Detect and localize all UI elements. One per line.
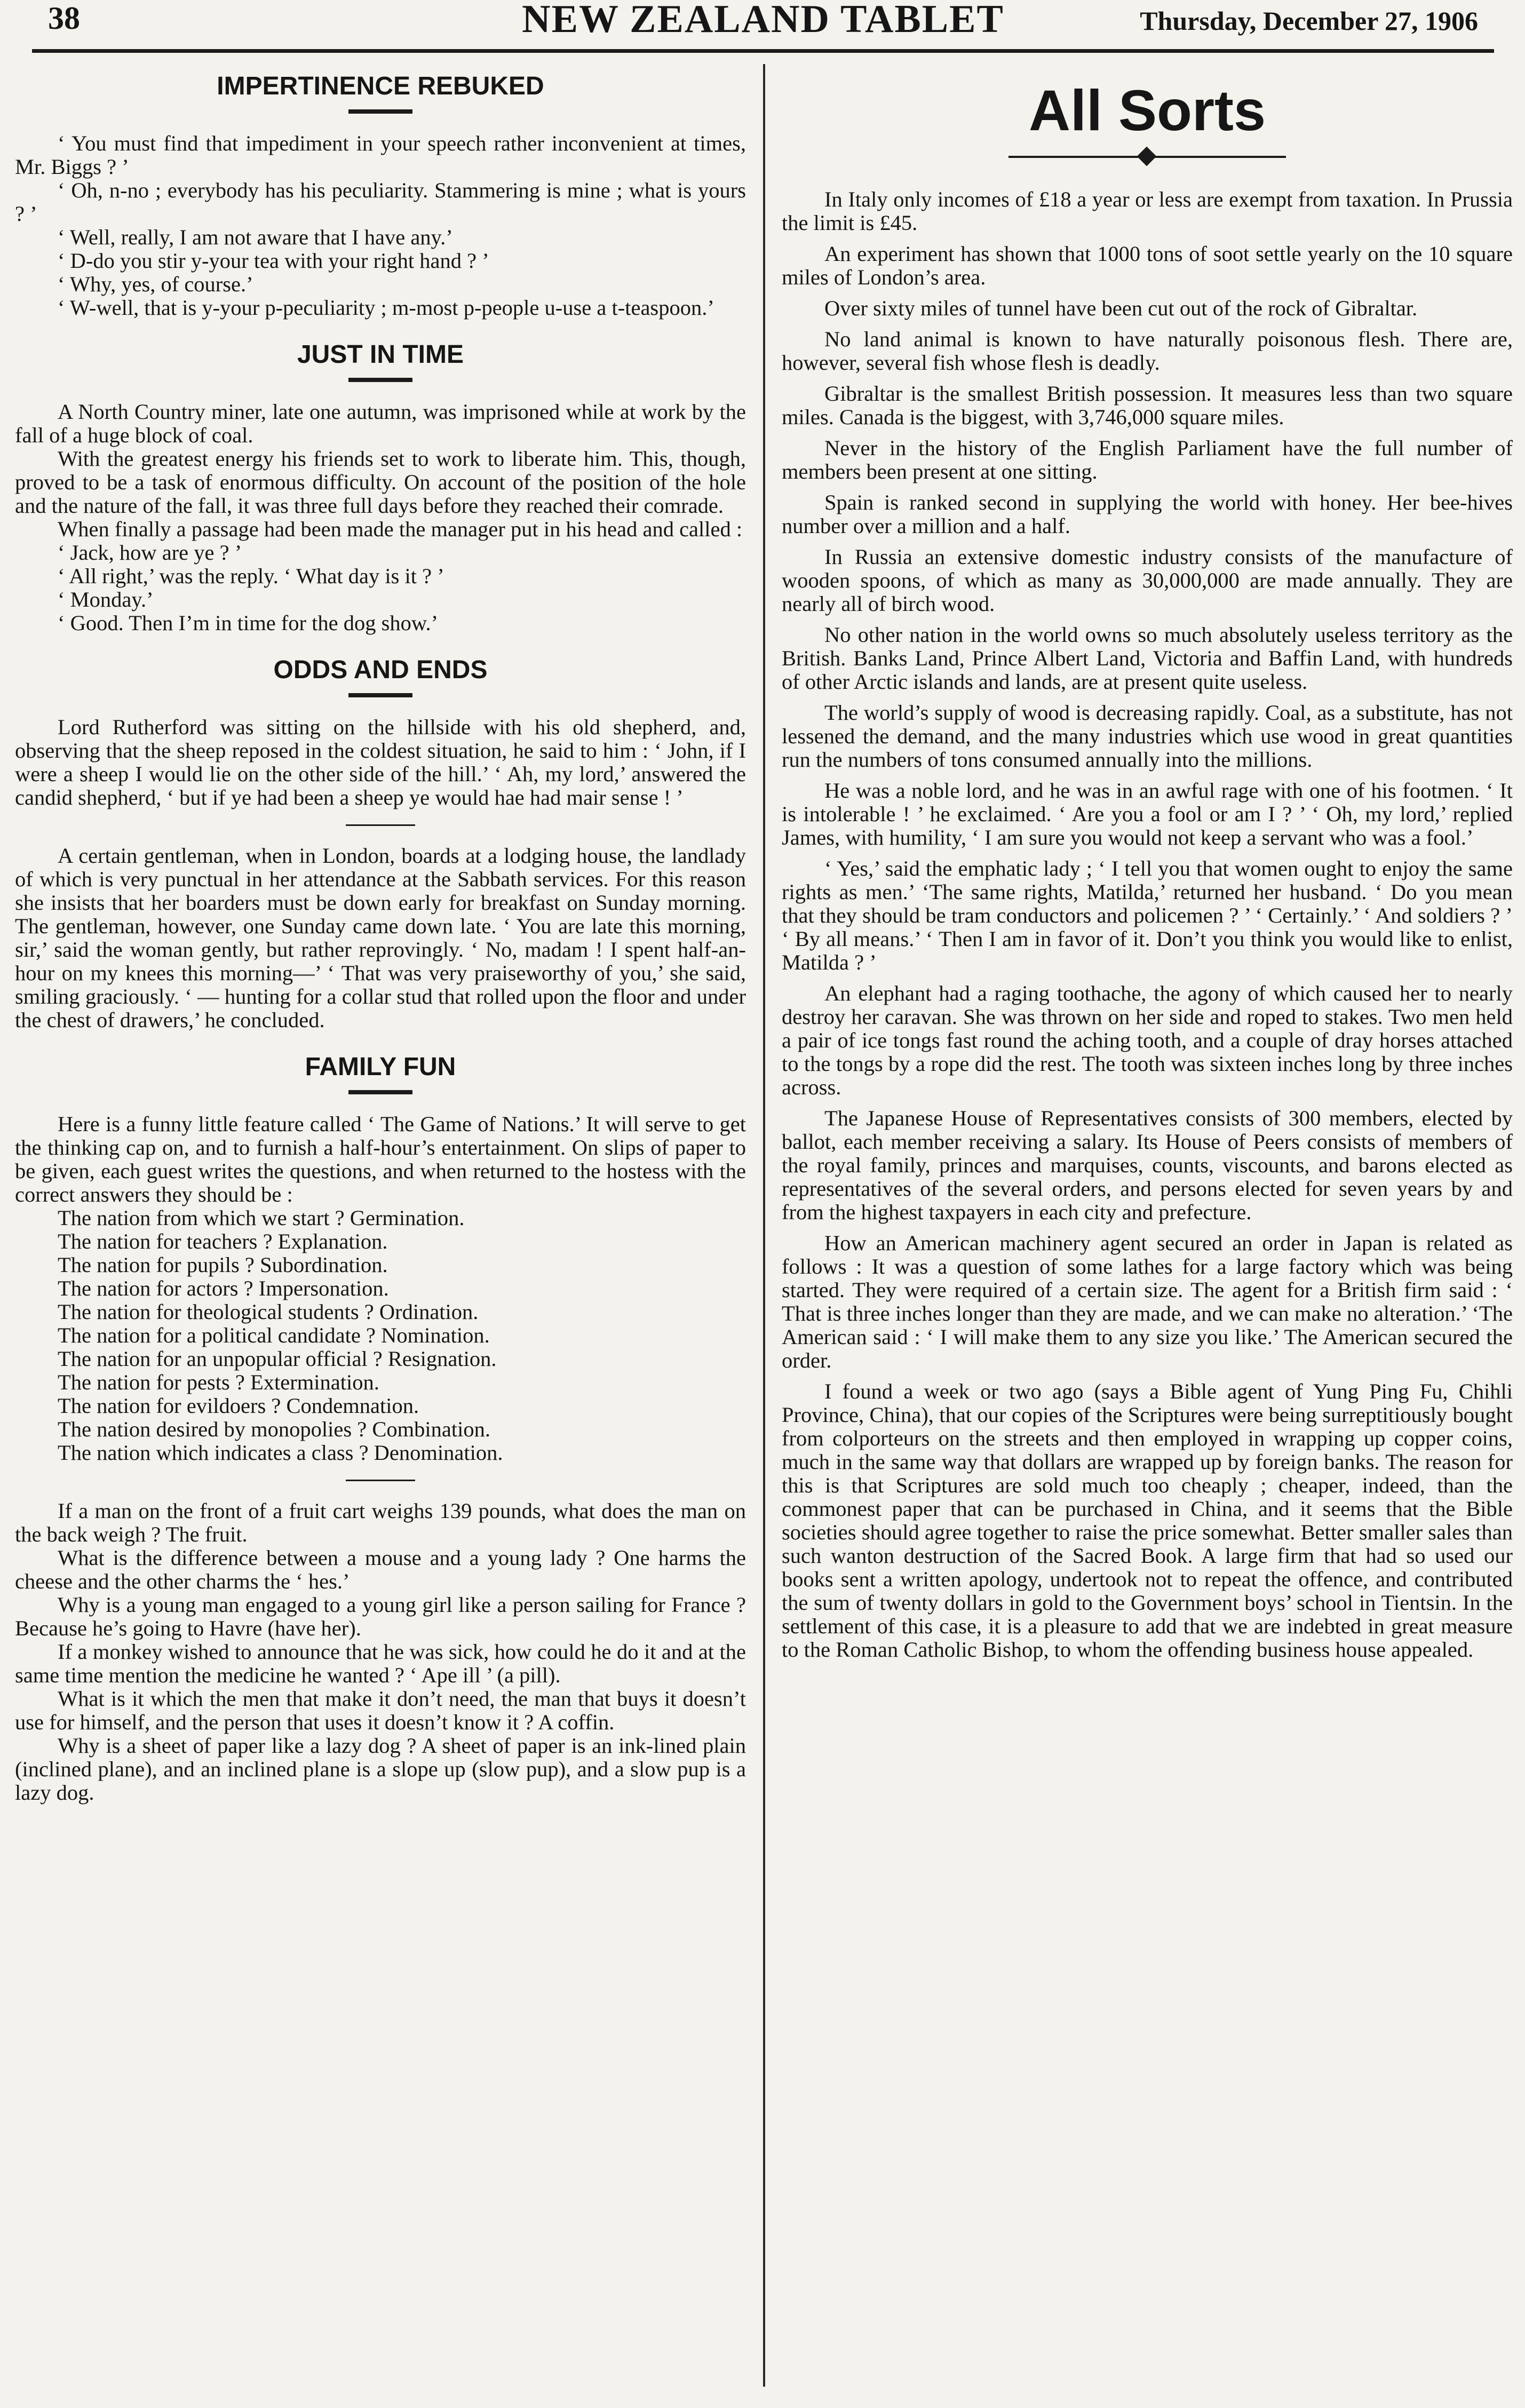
paragraph: Gibraltar is the smallest British possession. It measures less than two square miles. Canada is the biggest, with 3,746,000 square miles. (782, 382, 1513, 429)
separator-rule (346, 1480, 415, 1481)
paragraph: A North Country miner, late one autumn, was imprisoned while at work by the fall of a huge block of coal. (15, 400, 746, 447)
paragraph: ‘ All right,’ was the reply. ‘ What day is it ? ’ (58, 564, 444, 588)
section-just-in-time (15, 340, 746, 635)
paragraph: The Japanese House of Representatives consists of 300 members, elected by ballot, each member receiving a salary. Its House of Peers consists of members of the royal family, princes and marquises, counts, viscounts, and barons elected as representatives of the several orders, and persons elected for seven years by and from the highest taxpayers in each city and prefecture. (782, 1106, 1513, 1224)
paragraph: No other nation in the world owns so much absolutely useless territory as the British. Banks Land, Prince Albert Land, Victoria and Baffin Land, with hundreds of other Arctic islands and lands, are at present quite useless. (782, 623, 1513, 694)
nation-list (15, 1206, 746, 1465)
section-heading: ODDS AND ENDS (273, 656, 488, 684)
paragraph: ‘ Yes,’ said the emphatic lady ; ‘ I tell you that women ought to enjoy the same rights as men.’ ‘The same rights, Matilda,’ returned her husband. ‘ Do you mean that they should be tram conductors and policemen ? ’ ‘ Certainly.’ ‘ And soldiers ? ’ ‘ By all means.’ ‘ Then I am in favor of it. Don’t you think you would like to enlist, Matilda ? ’ (782, 856, 1513, 974)
paragraph: An elephant had a raging toothache, the agony of which caused her to nearly destroy her caravan. She was thrown on her side and roped to stakes. Two men held a pair of ice tongs fast round the aching tooth, and a couple of dray horses attached to the tongs by a rope did the rest. The tooth was sixteen inches long by three inches across. (782, 981, 1513, 1099)
paragraph: When finally a passage had been made the manager put in his head and called : (58, 517, 743, 541)
paragraph: ‘ Good. Then I’m in time for the dog show.’ (58, 611, 439, 635)
paragraph: Here is a funny little feature called ‘ The Game of Nations.’ It will serve to get the thinking cap on, and to furnish a half-hour’s entertainment. On slips of paper to be given, each guest writes the questions, and when returned to the hostess with the correct answers they should be : (15, 1112, 746, 1206)
paragraph: ‘ Monday.’ (58, 587, 154, 611)
paragraph: If a monkey wished to announce that he was sick, how could he do it and at the same time mention the medicine he wanted ? ‘ Ape ill ’ (a pill). (15, 1640, 746, 1687)
paragraph: The world’s supply of wood is decreasing rapidly. Coal, as a substitute, has not lessened the demand, and the many industries which use wood in great quantities run the numbers of tons consumed annually into the millions. (782, 701, 1513, 772)
section-odds-and-ends (15, 655, 746, 1032)
paragraph: What is the difference between a mouse and a young lady ? One harms the cheese and the other charms the ‘ hes.’ (15, 1546, 746, 1593)
list-item: The nation for a political candidate ? Nomination. (58, 1323, 490, 1347)
paragraph: ‘ W-well, that is y-your p-peculiarity ; m-most p-people u-use a t-teaspoon.’ (58, 296, 714, 320)
paragraph: In Italy only incomes of £18 a year or less are exempt from taxation. In Prussia the limit is £45. (782, 187, 1513, 235)
newspaper-title: NEW ZEALAND TABLET (522, 0, 1004, 41)
section-heading: JUST IN TIME (297, 340, 464, 369)
separator-rule (346, 824, 415, 826)
paragraph: In Russia an extensive domestic industry consists of the manufacture of wooden spoons, of which as many as 30,000,000 are made annually. They are nearly all of birch wood. (782, 545, 1513, 616)
paragraph: A certain gentleman, when in London, boards at a lodging house, the landlady of which is very punctual in her attendance at the Sabbath services. For this reason she insists that her boarders must be down early for breakfast on Sunday morning. The gentleman, however, one Sunday came down late. ‘ You are late this morning, sir,’ said the woman gently, but rather reprovingly. ‘ No, madam ! I spent half-an-hour on my knees this morning—’ ‘ That was very praiseworthy of you,’ she said, smiling graciously. ‘ — hunting for a collar stud that rolled upon the floor and under the chest of drawers,’ he concluded. (15, 844, 746, 1032)
paragraph: ‘ Why, yes, of course.’ (58, 272, 253, 296)
all-sorts-heading: All Sorts (1028, 78, 1266, 142)
paragraph: ‘ D-do you stir y-your tea with your right hand ? ’ (58, 249, 489, 273)
paragraph: ‘ Jack, how are ye ? ’ (58, 541, 242, 565)
paragraph: Spain is ranked second in supplying the world with honey. Her bee-hives number over a million and a half. (782, 490, 1513, 538)
list-item: The nation which indicates a class ? Denomination. (58, 1441, 503, 1465)
list-item: The nation from which we start ? Germination. (58, 1206, 465, 1230)
paragraph: ‘ Oh, n-no ; everybody has his peculiarity. Stammering is mine ; what is yours ? ’ (15, 178, 746, 226)
paragraph: Lord Rutherford was sitting on the hillside with his old shepherd, and, observing that the sheep reposed in the coldest situation, he said to him : ‘ John, if I were a sheep I would lie on the other side of the hill.’ ‘ Ah, my lord,’ answered the candid shepherd, ‘ but if ye had been a sheep ye would hae had mair sense ! ’ (15, 715, 746, 809)
paragraph: I found a week or two ago (says a Bible agent of Yung Ping Fu, Chihli Province, China), that our copies of the Scriptures were being surreptitiously bought from colporteurs on the streets and then employed in wrapping up copper coins, much in the same way that dollars are wrapped up by foreign banks. The reason for this is that Scriptures are sold much too cheaply ; cheaper, indeed, than the commonest paper that can be purchased in China, and it seems that the Bible societies should agree together to raise the price somewhat. Better smaller sales than such wanton destruction of the Sacred Book. A large firm that had so used our books sent a written apology, undertook not to repeat the offence, and contributed the sum of twenty dollars in gold to the Government boys’ school in Tientsin. In the settlement of this case, it is a pleasure to add that we are indebted in great measure to the Roman Catholic Bishop, to whom the offending business house appealed. (782, 1379, 1513, 1662)
paragraph: An experiment has shown that 1000 tons of soot settle yearly on the 10 square miles of London’s area. (782, 242, 1513, 289)
heading-rule (348, 693, 412, 697)
paragraph: What is it which the men that make it don’t need, the man that buys it doesn’t use for himself, and the person that uses it doesn’t know it ? A coffin. (15, 1687, 746, 1734)
section-impertinence-rebuked (15, 71, 746, 320)
heading-rule (348, 109, 412, 114)
paragraph: With the greatest energy his friends set to work to liberate him. This, though, proved to be a task of enormous difficulty. On account of the position of the hole and the nature of the fall, it was three full days before they reached their comrade. (15, 447, 746, 518)
page-number: 38 (48, 1, 80, 36)
masthead (32, 0, 1494, 53)
paragraph: Over sixty miles of tunnel have been cut out of the rock of Gibraltar. (824, 296, 1418, 320)
paragraph: No land animal is known to have naturally poisonous flesh. There are, however, several fish whose flesh is deadly. (782, 327, 1513, 375)
paragraph: ‘ Well, really, I am not aware that I have any.’ (58, 225, 453, 249)
ornamental-rule (1008, 147, 1286, 166)
issue-date: Thursday, December 27, 1906 (1140, 6, 1478, 36)
paragraph: ‘ You must find that impediment in your speech rather inconvenient at times, Mr. Biggs ? ’ (15, 131, 746, 179)
heading-rule (348, 378, 412, 382)
paragraph: Why is a sheet of paper like a lazy dog ? A sheet of paper is an ink-lined plain (inclined plane), and an inclined plane is a slope up (slow pup), and a slow pup is a lazy dog. (15, 1734, 746, 1805)
left-column (15, 64, 746, 2387)
paragraph: If a man on the front of a fruit cart weighs 139 pounds, what does the man on the back weigh ? The fruit. (15, 1499, 746, 1546)
paragraph: Why is a young man engaged to a young girl like a person sailing for France ? Because he’s going to Havre (have her). (15, 1593, 746, 1640)
paragraph: How an American machinery agent secured an order in Japan is related as follows : It was a question of some lathes for a large factory which was being started. They were required of a certain size. The agent for a British firm said : ‘ That is three inches longer than they are made, and we can make no alteration.’ ‘The American said : ‘ I will make them to any size you like.’ The American secured the order. (782, 1231, 1513, 1372)
right-column (782, 64, 1513, 2387)
list-item: The nation for pests ? Extermination. (58, 1370, 379, 1394)
list-item: The nation desired by monopolies ? Combination. (58, 1417, 490, 1441)
section-family-fun (15, 1052, 746, 1805)
heading-rule (348, 1090, 412, 1094)
list-item: The nation for teachers ? Explanation. (58, 1229, 388, 1253)
list-item: The nation for pupils ? Subordination. (58, 1253, 388, 1277)
list-item: The nation for actors ? Impersonation. (58, 1276, 389, 1300)
section-heading: IMPERTINENCE REBUKED (217, 72, 544, 100)
paragraph: Never in the history of the English Parliament have the full number of members been present at one sitting. (782, 436, 1513, 483)
column-divider (763, 64, 765, 2387)
paragraph: He was a noble lord, and he was in an awful rage with one of his footmen. ‘ It is intolerable ! ’ he exclaimed. ‘ Are you a fool or am I ? ’ ‘ Oh, my lord,’ replied James, with humility, ‘ I am sure you would not keep a servant who was a fool.’ (782, 778, 1513, 849)
list-item: The nation for an unpopular official ? Resignation. (58, 1347, 497, 1371)
list-item: The nation for theological students ? Ordination. (58, 1300, 479, 1324)
section-heading: FAMILY FUN (305, 1053, 456, 1081)
ornament-diamond (1137, 147, 1157, 166)
list-item: The nation for evildoers ? Condemnation. (58, 1394, 419, 1418)
